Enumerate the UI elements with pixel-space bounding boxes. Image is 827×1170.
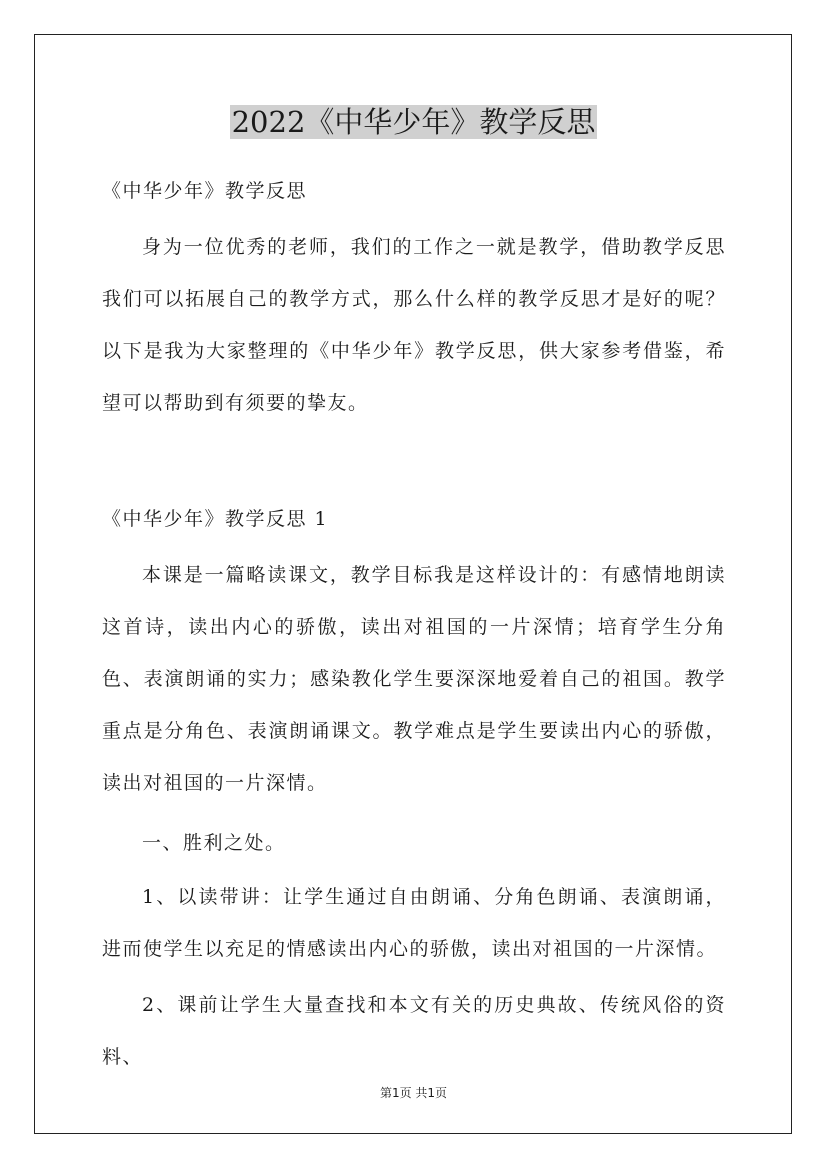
document-subtitle: 《中华少年》教学反思 (102, 180, 308, 202)
sub-heading: 一、胜利之处。 (142, 832, 286, 854)
page-footer: 第1页 共1页 (379, 1086, 448, 1100)
document-title: 2022《中华少年》教学反思 (231, 105, 596, 139)
list-item: 2、课前让学生大量查找和本文有关的历史典故、传统风俗的资料、 (102, 994, 726, 1068)
intro-paragraph: 身为一位优秀的老师，我们的工作之一就是教学，借助教学反思我们可以拓展自己的教学方式，那么什么样的教学反思才是好的呢？以下是我为大家整理的《中华少年》教学反思，供大家参考借鉴，希望可以帮助到有须要的挚友。 (102, 236, 726, 414)
list-item: 1、以读带讲：让学生通过自由朗诵、分角色朗诵、表演朗诵，进而使学生以充足的情感读出内心的骄傲，读出对祖国的一片深情。 (102, 886, 726, 960)
body-paragraph: 本课是一篇略读课文，教学目标我是这样设计的：有感情地朗读这首诗，读出内心的骄傲，读出对祖国的一片深情；培育学生分角色、表演朗诵的实力；感染教化学生要深深地爱着自己的祖国。教学重点是分角色、表演朗诵课文。教学难点是学生要读出内心的骄傲，读出对祖国的一片深情。 (102, 564, 726, 794)
section-heading: 《中华少年》教学反思 1 (102, 508, 329, 530)
